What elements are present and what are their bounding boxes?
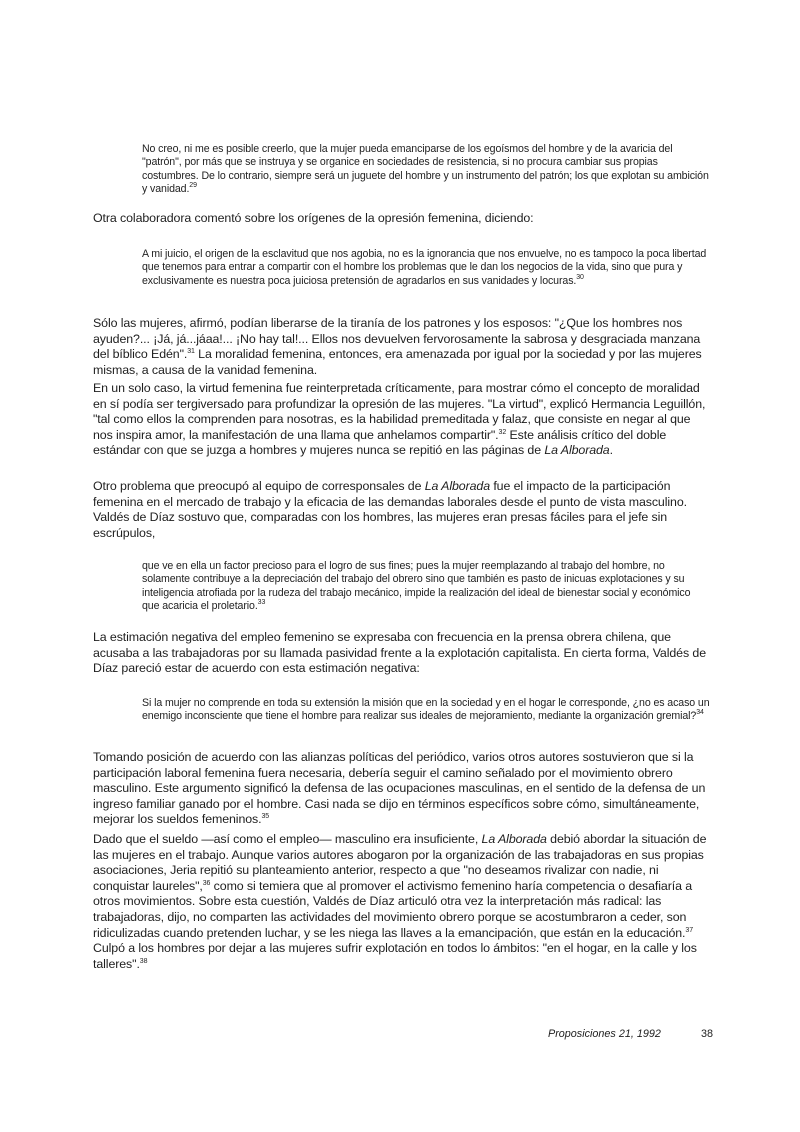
block-quote-1 xyxy=(142,143,710,197)
footnote-ref: 34 xyxy=(696,709,704,717)
paragraph-text: Tomando posición de acuerdo con las alianzas políticas del periódico, varios otros autores sostuvieron que si la participación laboral femenina fuera necesaria, debería seguir el camino señalado por el movimiento obrero masculino. Este argumento significó la defensa de las ocupaciones masculinas, en el sentido de la defensa de un ingreso familiar ganado por el hombre. Casi nada se dijo en términos específicos sobre cómo, simultáneamente, mejorar los sueldos femeninos. xyxy=(93,750,706,827)
paragraph-2 xyxy=(93,316,713,378)
page-footer xyxy=(548,1028,713,1040)
quote-text: A mi juicio, el origen de la esclavitud que nos agobia, no es la ignorancia que nos envuelve, no es tampoco la poca libertad que tenemos para entrar a compartir con el hombre los problemas que le dan los negocios de la vida, sino que pura y exclusivamente es nuestra poca juiciosa pretensión de agradarlos en sus vanidades y locuras. xyxy=(142,248,707,287)
paragraph-3 xyxy=(93,381,713,459)
block-quote-4 xyxy=(142,697,710,724)
paragraph-text: Otro problema que preocupó al equipo de corresponsales de xyxy=(93,479,425,493)
footnote-ref: 36 xyxy=(202,879,211,887)
paragraph-6 xyxy=(93,750,713,828)
footnote-ref: 30 xyxy=(576,273,584,281)
footnote-ref: 38 xyxy=(139,957,148,965)
paragraph-text: La moralidad femenina, entonces, era amenazada por igual por la sociedad y por las mujeres mismas, a causa de la vanidad femenina. xyxy=(93,347,702,377)
paragraph-4 xyxy=(93,479,713,541)
quote-text: que ve en ella un factor precioso para el logro de sus fines; pues la mujer reemplazando al trabajo del hombre, no solamente contribuye a la depreciación del trabajo del obrero sino que también es pasto de inicuas explotaciones y su inteligencia atrofiada por la rudeza del trabajo mecánico, impide la realización del ideal de bienestar social y económico que acaricia el proletario. xyxy=(142,560,691,613)
publication-title: La Alborada xyxy=(544,443,610,458)
quote-text: No creo, ni me es posible creerlo, que la mujer pueda emanciparse de los egoísmos del hombre y de la avaricia del "patrón", por más que se instruya y se organice en sociedades de resistencia, si no procura cambiar sus propias costumbres. De lo contrario, siempre será un juguete del hombre y un instrumento del patrón; los que explotan su ambición y vanidad. xyxy=(142,143,709,196)
paragraph-1 xyxy=(93,211,713,227)
footnote-ref: 29 xyxy=(189,182,197,190)
block-quote-3 xyxy=(142,560,710,614)
paragraph-text: La estimación negativa del empleo femenino se expresaba con frecuencia en la prensa obrera chilena, que acusaba a las trabajadoras por su llamada pasividad frente a la explotación capitalista. En cierta forma, Valdés de Díaz pareció estar de acuerdo con esta estimación negativa: xyxy=(93,630,706,676)
paragraph-text: como si temiera que al promover el activismo femenino haría competencia o desafiaría a otros movimientos. Sobre esta cuestión, Valdés de Díaz articuló otra vez la interpretación más radical: las trabajadoras, dijo, no comparten las actividades del movimiento obrero porque se acostumbraron a ceder, son ridiculizadas cuando pretenden luchar, y se les niega las llaves a la emancipación, que están en la educación. xyxy=(93,878,693,940)
publication-title: La Alborada xyxy=(481,832,547,846)
footnote-ref: 33 xyxy=(257,599,266,607)
paragraph-5 xyxy=(93,630,713,677)
publication-title: La Alborada xyxy=(424,479,490,493)
journal-citation: Proposiciones 21, 1992 xyxy=(548,1028,661,1040)
paragraph-text: En un solo caso, la virtud femenina fue reinterpretada críticamente, para mostrar cómo el concepto de moralidad en sí podía ser tergiversado para profundizar la opresión de las mujeres. "La virtud", explicó Hermancia Leguillón, "tal como ellos la comprenden para nosotras, es la habilidad premeditada y falaz, que consiste en negar al que nos inspira amor, la manifestación de una llama que anhelamos compartir". xyxy=(93,381,706,442)
footnote-ref: 35 xyxy=(261,813,270,821)
paragraph-text: Este análisis crítico del doble estándar con que se juzga a hombres y mujeres nunca se repitió en las páginas de xyxy=(93,427,667,458)
page-number: 38 xyxy=(700,1028,713,1040)
paragraph-text: Dado que el sueldo —así como el empleo— masculino era insuficiente, xyxy=(93,832,482,846)
paragraph-text: debió abordar la situación de las mujeres en el trabajo. Aunque varios autores abogaron por la organización de las trabajadoras en sus propias asociaciones, Jeria repitió su planteamiento anterior, respecto a que "no deseamos rivalizar con nadie, ni conquistar laureles", xyxy=(93,832,707,893)
paragraph-text: fue el impacto de la participación femenina en el mercado de trabajo y la eficacia de las demandas laborales desde el punto de vista masculino. Valdés de Díaz sostuvo que, comparadas con los hombres, las mujeres eran presas fáciles para el jefe sin escrúpulos, xyxy=(93,479,687,540)
footnote-ref: 32 xyxy=(498,428,507,436)
paragraph-text: Otra colaboradora comentó sobre los orígenes de la opresión femenina, diciendo: xyxy=(93,211,534,225)
footnote-ref: 31 xyxy=(187,348,195,356)
paragraph-7 xyxy=(93,832,713,972)
footnote-ref: 37 xyxy=(685,926,693,934)
paragraph-text: Sólo las mujeres, afirmó, podían liberarse de la tiranía de los patrones y los esposos: "¿Que los hombres nos ayuden?... ¡Já, já...jáaa!... ¡No hay tal!... Ellos nos devuelven fervorosamente la sabrosa y desgraciada manzana del bíblico Edén". xyxy=(93,316,701,362)
paragraph-text: . xyxy=(609,443,613,458)
paragraph-text: Culpó a los hombres por dejar a las mujeres sufrir explotación en todos lo ámbitos: "en el hogar, en la calle y los talleres". xyxy=(93,941,697,971)
block-quote-2 xyxy=(142,248,710,288)
quote-text: Si la mujer no comprende en toda su extensión la misión que en la sociedad y en el hogar le corresponde, ¿no es acaso un enemigo inconsciente que tiene el hombre para realizar sus ideales de mejoramiento, mediante la organización gremial? xyxy=(142,697,710,723)
